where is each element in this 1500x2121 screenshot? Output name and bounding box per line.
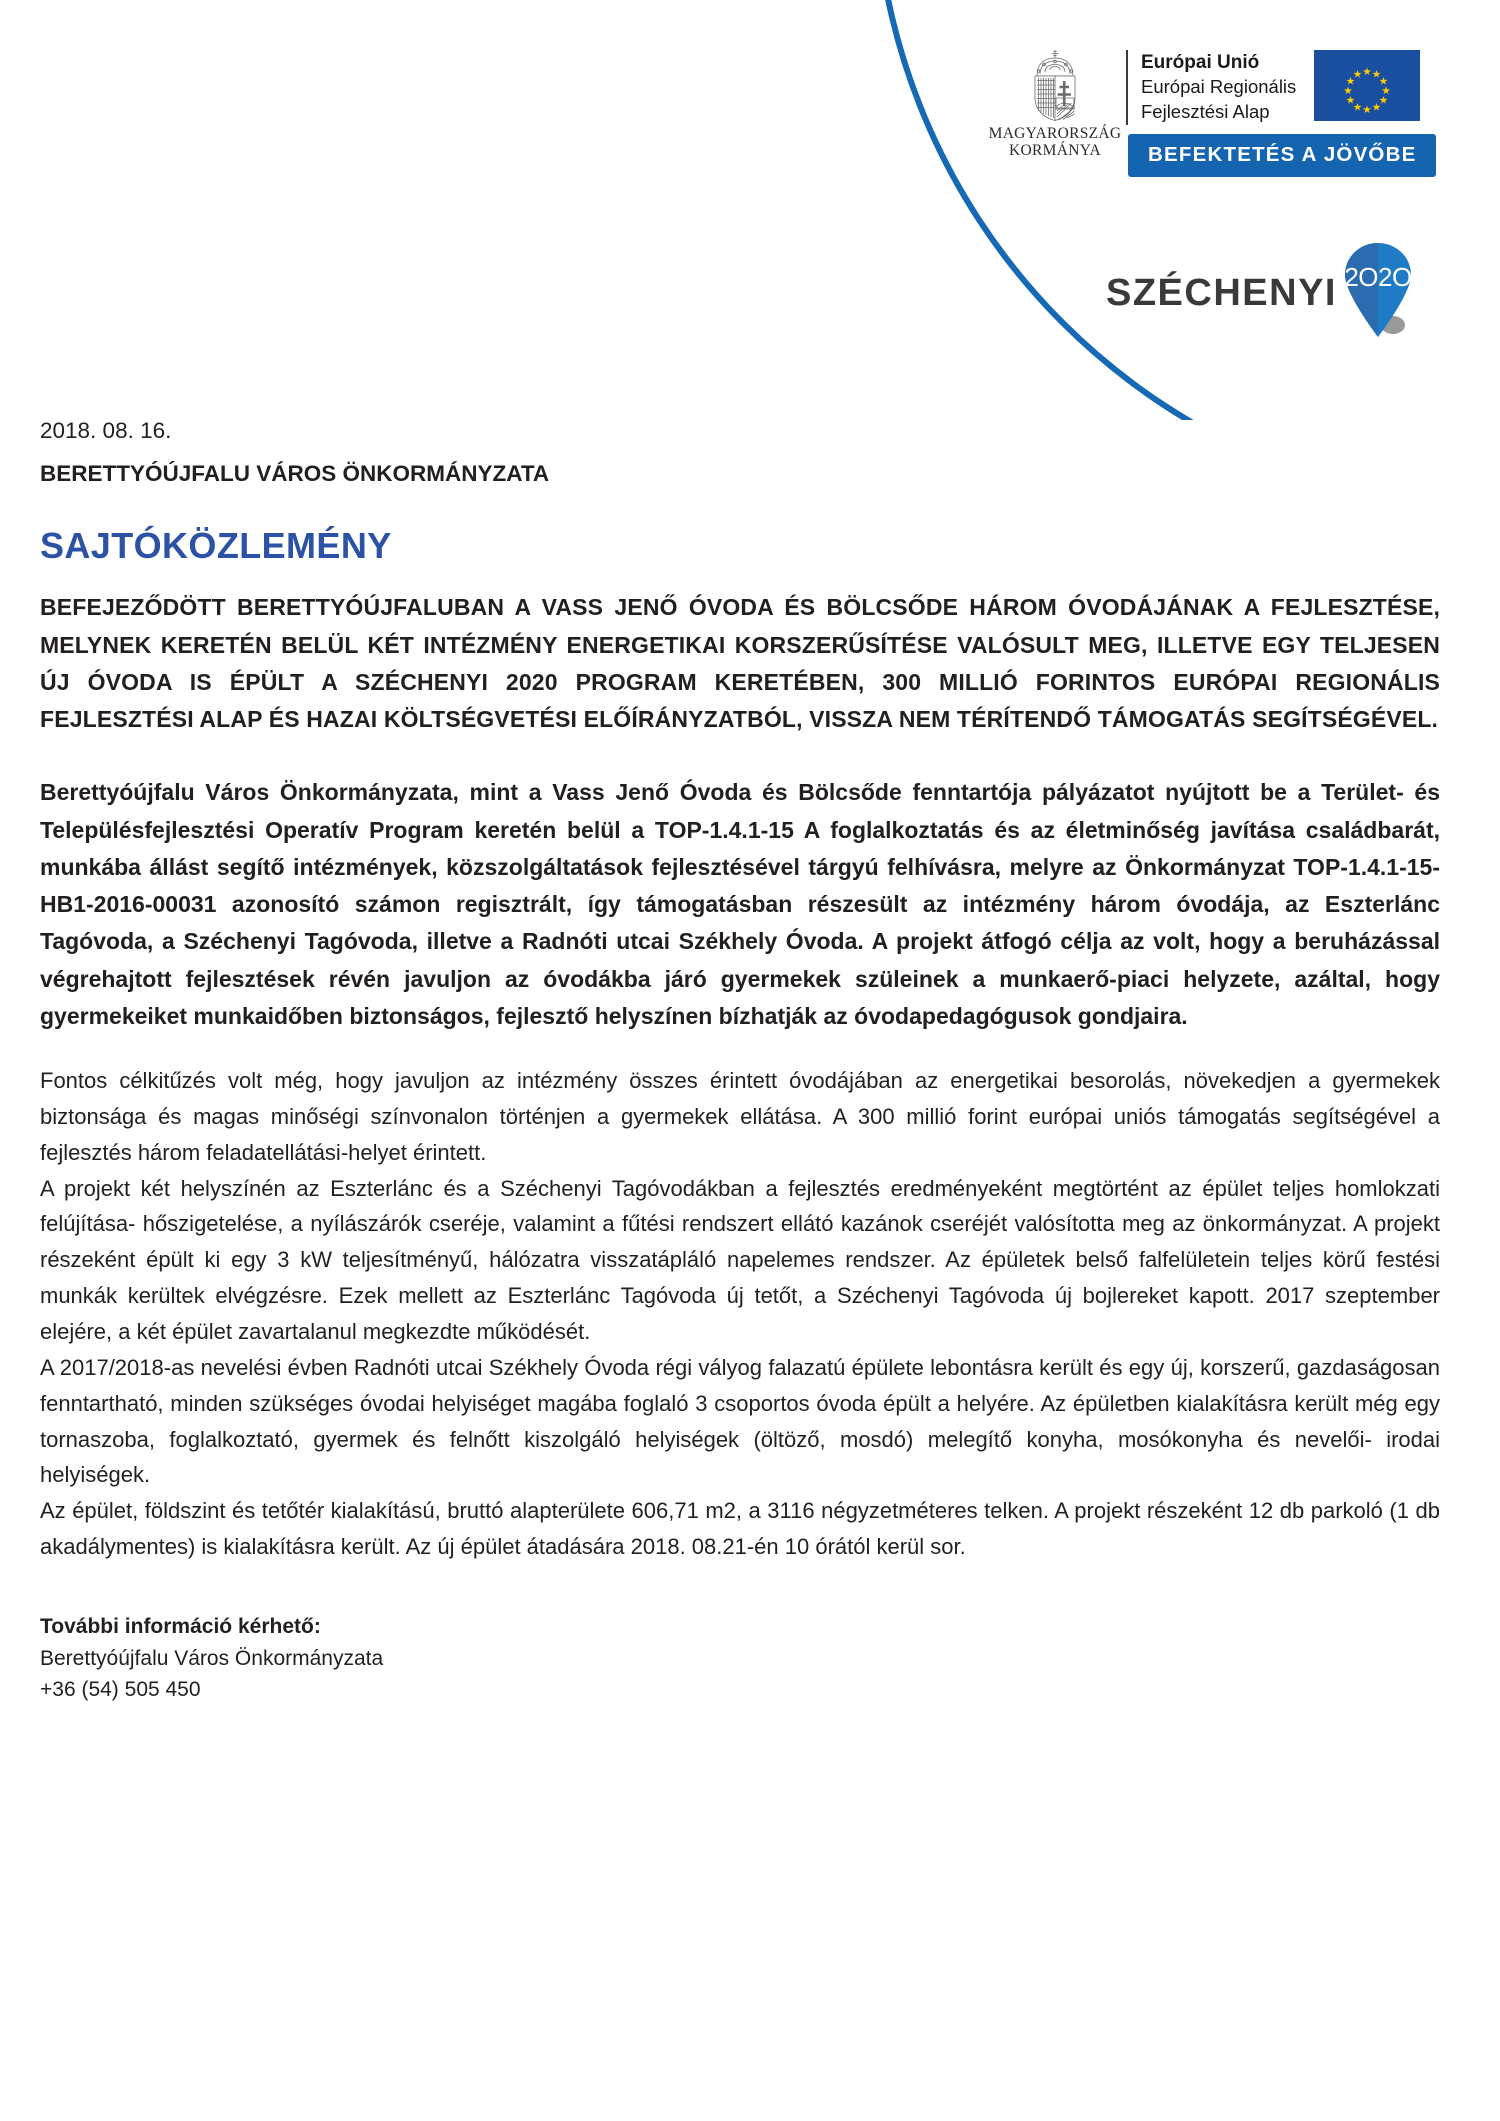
eu-slogan-badge: BEFEKTETÉS A JÖVŐBE [1128, 134, 1436, 177]
eu-fund-text [1126, 50, 1296, 125]
issuing-organization: BERETTYÓÚJFALU VÁROS ÖNKORMÁNYZATA [40, 460, 550, 486]
contact-title: További információ kérhető: [40, 1615, 321, 1639]
szechenyi-map-pin-icon [1343, 242, 1413, 338]
body-paragraph-4: Az épület, földszint és tetőtér kialakítású, bruttó alapterülete 606,71 m2, a 3116 négyzetméteres telken. A projekt részeként 12 db parkoló (1 db akadálymentes) is kialakításra került. Az új épület átadására 2018. 08.21-én 10 órától kerül sor. [40, 1498, 1440, 1560]
page-title: SAJTÓKÖZLEMÉNY [40, 525, 392, 567]
body-paragraph-1: Fontos célkitűzés volt még, hogy javuljon az intézmény összes érintett óvodájában az energetikai besorolás, növekedjen a gyermekek biztonsága és magas minőségi színvonalon történjen a gyermekek ellátása. A 300 millió forint európai uniós támogatás segítségével a fejlesztés három feladatellátási-helyet érintett. [40, 1068, 1440, 1165]
contact-organization: Berettyóújfalu Város Önkormányzata [40, 1646, 384, 1670]
eu-logo-top-row [1126, 50, 1436, 125]
hungarian-coat-of-arms-icon [1027, 48, 1083, 122]
szechenyi-2020-logo [1106, 248, 1413, 338]
eu-line-regional: Európai Regionális [1141, 76, 1297, 98]
logo-row [990, 46, 1436, 177]
bold-paragraph: Berettyóújfalu Város Önkormányzata, mint a Vass Jenő Óvoda és Bölcsőde fenntartója pályázatot nyújtott be a Terület- és Településfejlesztési Operatív Program keretén belül a TOP-1.4.1-15 A foglalkoztatás és az életminőség javítása családbarát, munkába állást segítő intézmények, közszolgáltatások fejlesztésével tárgyú felhívásra, melyre az Önkormányzat TOP-1.4.1-15-HB1-2016-00031 azonosító számon regisztrált, így támogatásban részesült az intézmény három óvodája, az Eszterlánc Tagóvoda, a Széchenyi Tagóvoda, illetve a Radnóti utcai Székhely Óvoda. A projekt átfogó célja az volt, hogy a beruházással végrehajtott fejlesztések révén javuljon az óvodákba járó gyermekek szüleinek a munkaerő-piaci helyzete, azáltal, hogy gyermekeiket munkaidőben biztonságos, fejlesztő helyszínen bízhatják az óvodapedagógusok gondjaira. [40, 779, 1440, 1029]
eu-line-fund: Fejlesztési Alap [1141, 101, 1270, 123]
body-paragraph-2: A projekt két helyszínén az Eszterlánc és a Széchenyi Tagóvodákban a fejlesztés eredményeként megtörtént az épület teljes homlokzati felújítása- hőszigetelése, a nyílászárók cseréje, valamint a fűtési rendszert ellátó kazánok cseréjét valósította meg az önkormányzat. A projekt részeként épült ki egy 3 kW teljesítményű, hálózatra visszatápláló napelemes rendszer. Az épületek belső falfelületein teljes körű festési munkák kerültek elvégzésre. Ezek mellett az Eszterlánc Tagóvoda új tetőt, a Széchenyi Tagóvoda új bojlereket kapott. 2017 szeptember elejére, a két épület zavartalanul megkezdte működését. [40, 1175, 1440, 1345]
document-body [40, 415, 1440, 1706]
contact-footer [40, 1611, 1440, 1706]
eu-flag-icon [1314, 50, 1420, 121]
european-union-logo [1126, 46, 1436, 177]
lead-summary: BEFEJEZŐDÖTT BERETTYÓÚJFALUBAN A VASS JENŐ ÓVODA ÉS BÖLCSŐDE HÁROM ÓVODÁJÁNAK A FEJLESZTÉSE, MELYNEK KERETÉN BELÜL KÉT INTÉZMÉNY ENERGETIKAI KORSZERŰSÍTÉSE VALÓSULT MEG, ILLETVE EGY TELJESEN ÚJ ÓVODA IS ÉPÜLT A SZÉCHENYI 2020 PROGRAM KERETÉBEN, 300 MILLIÓ FORINTOS EURÓPAI REGIONÁLIS FEJLESZTÉSI ALAP ÉS HAZAI KÖLTSÉGVETÉSI ELŐÍRÁNYZATBÓL, VISSZA NEM TÉRÍTENDŐ TÁMOGATÁS SEGÍTSÉGÉVEL. [40, 594, 1440, 732]
hu-wordmark-line1: MAGYARORSZÁG [988, 125, 1122, 142]
contact-phone: +36 (54) 505 450 [40, 1678, 201, 1702]
svg-text:2O2O: 2O2O [1344, 262, 1412, 292]
hu-wordmark-line2: KORMÁNYA [1009, 142, 1101, 160]
body-paragraph-3: A 2017/2018-as nevelési évben Radnóti utcai Székhely Óvoda régi vályog falazatú épülete lebontásra került és egy új, korszerű, gazdaságosan fenntartható, minden szükséges óvodai helyiséget magába foglaló 3 csoportos óvoda épült a helyére. Az épületben kialakításra került még egy tornaszoba, foglalkoztató, gyermek és felnőtt kiszolgáló helyiségek (öltöző, mosdó) melegítő konyha, mosókonyha és nevelői- irodai helyiségek. [40, 1354, 1440, 1488]
hungary-government-logo [990, 46, 1120, 160]
szechenyi-wordmark: SZÉCHENYI [1106, 271, 1337, 314]
publish-date: 2018. 08. 16. [40, 418, 172, 443]
hungary-government-wordmark [989, 125, 1122, 160]
document-header [0, 0, 1500, 400]
eu-line-union: Európai Unió [1141, 52, 1260, 73]
